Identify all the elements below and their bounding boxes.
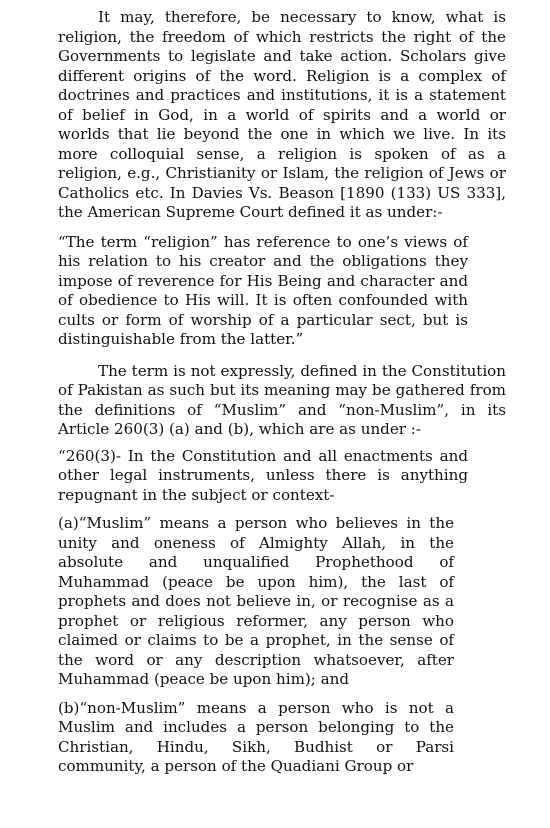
quote-davies-vs-beason: “The term “religion” has reference to one’s views of his relation to his creator and the obligations they impose of reverence for His Being and character and of obedience to His will. It is often confounded with cults or form of worship of a particular sect, but is distinguishable from the latter.” [58,232,468,348]
definition-non-muslim: (b)“non-Muslim” means a person who is not a Muslim and includes a person belonging to the Christian, Hindu, Sikh, Budhist or Parsi community, a person of the Quadiani Group or [58,698,454,775]
paragraph-constitution-definition: The term is not expressly, defined in the Constitution of Pakistan as such but its meaning may be gathered from the definitions of “Muslim” and “non-Muslim”, in its Article 260(3) (a) and (b), which are as under :- [58,361,506,438]
quote-article-260-3: “260(3)- In the Constitution and all enactments and other legal instruments, unless there is anything repugnant in the subject or context- [58,446,468,504]
paragraph-religion-intro: It may, therefore, be necessary to know, what is religion, the freedom of which restricts the right of the Governments to legislate and take action. Scholars give different origins of the word. Religion is a complex of doctrines and practices and institutions, it is a statement of belief in God, in a world of spirits and a world or worlds that lie beyond the one in which we live. In its more colloquial sense, a religion is spoken of as a religion, e.g., Christianity or Islam, the religion of Jews or Catholics etc. In Davies Vs. Beason [1890 (133) US 333], the American Supreme Court defined it as under:- [58,8,506,221]
definition-muslim: (a)“Muslim” means a person who believes in the unity and oneness of Almighty Allah, in the absolute and unqualified Prophethood of Muhammad (peace be upon him), the last of prophets and does not believe in, or recognise as a prophet or religious reformer, any person who claimed or claims to be a prophet, in the sense of the word or any description whatsoever, after Muhammad (peace be upon him); and [58,514,454,688]
